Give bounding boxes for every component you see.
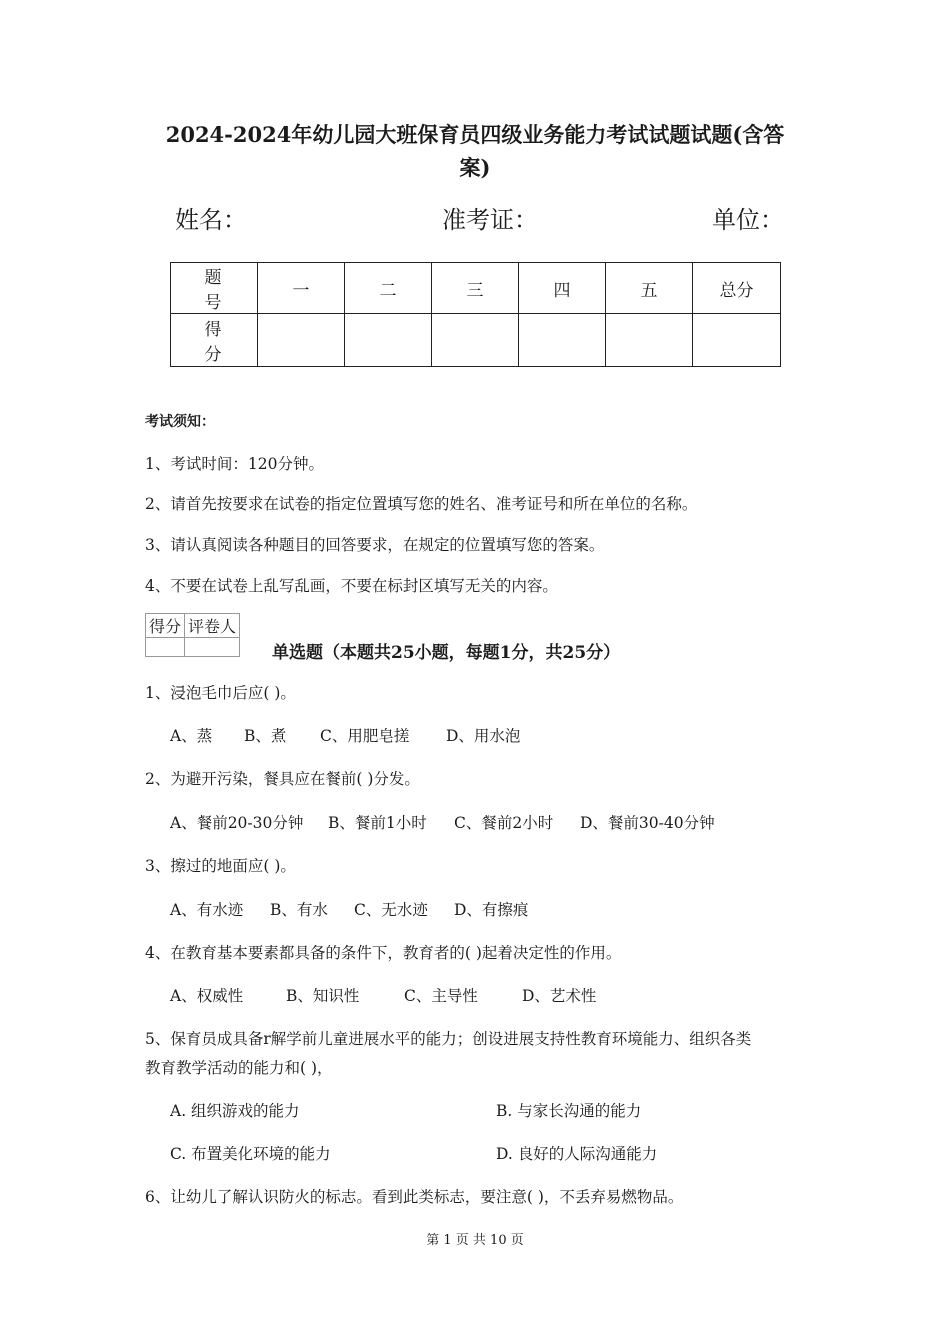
unit-label: 单位：: [712, 206, 784, 234]
question-option[interactable]: B、餐前1小时: [328, 814, 427, 832]
question-option[interactable]: D. 良好的人际沟通能力: [496, 1145, 658, 1163]
grader-score-cell[interactable]: [146, 638, 185, 657]
notice-item: 2、请首先按要求在试卷的指定位置填写您的姓名、准考证号和所在单位的名称。: [145, 495, 698, 513]
question-option[interactable]: C、用肥皂搓: [320, 727, 410, 745]
question-option[interactable]: D、艺术性: [522, 987, 597, 1005]
score-table-header-total: 总分: [693, 263, 781, 314]
question-stem: 6、让幼儿了解认识防火的标志。看到此类标志，要注意( )，不丢弃易燃物品。: [145, 1188, 684, 1206]
score-cell[interactable]: [345, 314, 432, 367]
question-option[interactable]: A. 组织游戏的能力: [170, 1102, 300, 1120]
score-cell-total[interactable]: [693, 314, 781, 367]
question-stem: 3、擦过的地面应( )。: [145, 857, 296, 875]
page-footer: 第 1 页 共 10 页: [426, 1233, 524, 1248]
score-table-header-2: 二: [345, 263, 432, 314]
score-table-header-4: 四: [519, 263, 606, 314]
question-option[interactable]: D、用水泡: [446, 727, 521, 745]
grader-name-label: 评卷人: [185, 614, 240, 638]
notice-item: 4、不要在试卷上乱写乱画，不要在标封区填写无关的内容。: [145, 577, 558, 595]
question-option[interactable]: C、无水迹: [354, 901, 428, 919]
score-table-header-5: 五: [606, 263, 693, 314]
section-title: 单选题（本题共25小题，每题1分，共25分）: [272, 643, 621, 663]
grader-score-label: 得分: [146, 614, 185, 638]
question-option[interactable]: A、蒸: [170, 727, 213, 745]
question-stem-continued: 教育教学活动的能力和( )，: [145, 1059, 333, 1077]
question-option[interactable]: C、餐前2小时: [454, 814, 554, 832]
question-stem: 2、为避开污染，餐具应在餐前( )分发。: [145, 770, 420, 788]
question-stem: 5、保育员成具备r解学前儿童进展水平的能力；创设进展支持性教育环境能力、组织各类: [145, 1030, 752, 1048]
question-option[interactable]: A、权威性: [170, 987, 244, 1005]
score-cell[interactable]: [606, 314, 693, 367]
question-option[interactable]: A、餐前20-30分钟: [170, 814, 304, 832]
question-option[interactable]: C、主导性: [404, 987, 478, 1005]
title-line-1: 2024-2024年幼儿园大班保育员四级业务能力考试试题试题(含答: [165, 122, 785, 147]
name-label: 姓名：: [175, 206, 247, 234]
score-cell[interactable]: [519, 314, 606, 367]
question-stem: 4、在教育基本要素都具备的条件下，教育者的( )起着决定性的作用。: [145, 944, 622, 962]
question-option[interactable]: B、煮: [244, 727, 287, 745]
document-title: [120, 118, 830, 184]
notice-item: 3、请认真阅读各种题目的回答要求，在规定的位置填写您的答案。: [145, 536, 605, 554]
score-table-header-label: 题 号: [171, 263, 258, 314]
score-table-header-3: 三: [432, 263, 519, 314]
question-option[interactable]: D、有擦痕: [454, 901, 529, 919]
question-option[interactable]: B. 与家长沟通的能力: [496, 1102, 642, 1120]
grader-box: [145, 613, 240, 657]
grader-name-cell[interactable]: [185, 638, 240, 657]
question-option[interactable]: B、知识性: [286, 987, 360, 1005]
score-table-header-1: 一: [258, 263, 345, 314]
score-cell[interactable]: [432, 314, 519, 367]
score-row-label: 得 分: [171, 314, 258, 367]
title-line-2: 案): [459, 155, 491, 180]
exam-id-label: 准考证：: [442, 206, 538, 234]
question-option[interactable]: A、有水迹: [170, 901, 244, 919]
notice-title: 考试须知：: [145, 414, 215, 430]
notice-item: 1、考试时间：120分钟。: [145, 455, 324, 473]
question-option[interactable]: D、餐前30-40分钟: [580, 814, 715, 832]
score-cell[interactable]: [258, 314, 345, 367]
question-option[interactable]: C. 布置美化环境的能力: [170, 1145, 331, 1163]
score-table: [170, 262, 781, 367]
question-option[interactable]: B、有水: [270, 901, 328, 919]
question-stem: 1、浸泡毛巾后应( )。: [145, 684, 296, 702]
